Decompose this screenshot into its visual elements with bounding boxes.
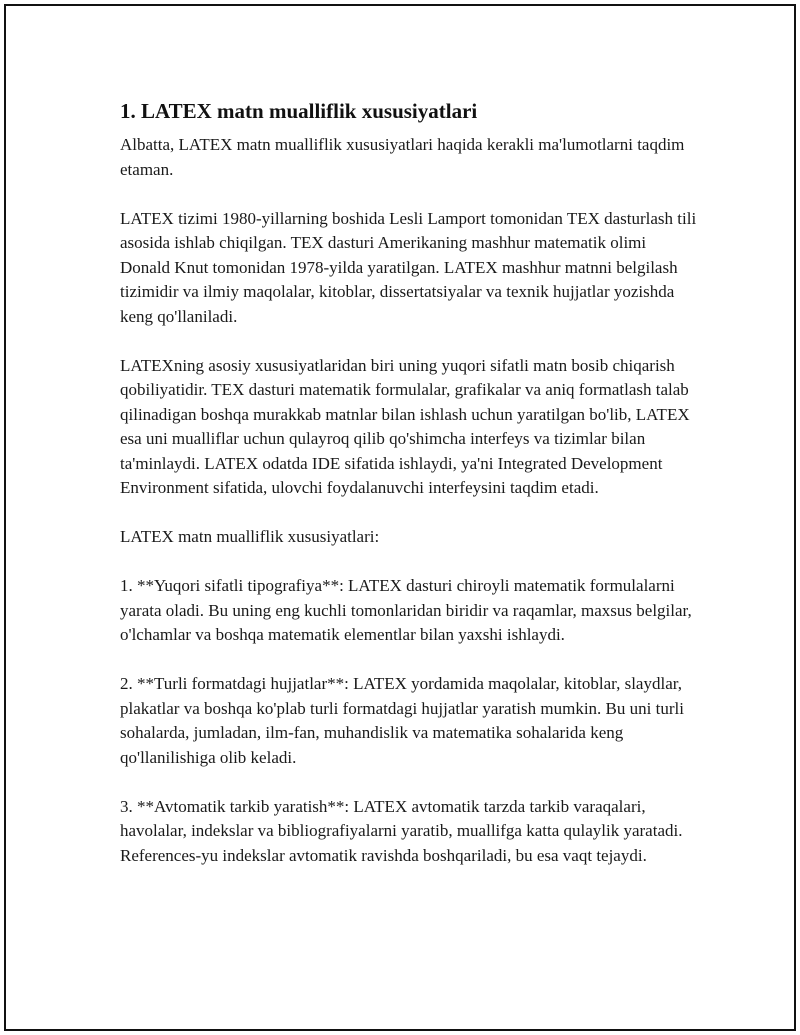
list-item-typography: 1. **Yuqori sifatli tipografiya**: LATEX dasturi chiroyli matematik formulalarni yarata oladi. Bu uning eng kuchli tomonlaridan biridir va raqamlar, maxsus belgilar, o'lchamlar va boshqa matematik elementlar bilan yaxshi ishlaydi. [120,576,692,644]
list-item-auto-contents: 3. **Avtomatik tarkib yaratish**: LATEX avtomatik tarzda tarkib varaqalari, havolalar, indekslar va bibliografiyalarni yaratib, muallifga katta qulaylik yaratadi. References-yu indekslar avtomatik ravishda boshqariladi, bu esa vaqt tejaydi. [120,796,683,865]
document-body [120,98,700,893]
paragraph-features: LATEXning asosiy xususiyatlaridan biri uning yuqori sifatli matn bosib chiqarish qobiliyatidir. TEX dasturi matematik formulalar, grafikalar va aniq formatlash talab qilinadigan boshqa murakkab matnlar bilan ishlash uchun yaratilgan bo'lib, LATEX esa uni mualliflar uchun qulayroq qilib qo'shimcha interfeys va tizimlar bilan ta'minlaydi. LATEX odatda IDE sifatida ishlaydi, ya'ni Integrated Development Environment sifatida, ulovchi foydalanuvchi interfeysini taqdim etadi. [120,355,690,497]
paragraph-history: LATEX tizimi 1980-yillarning boshida Lesli Lamport tomonidan TEX dasturlash tili asosida ishlab chiqilgan. TEX dasturi Amerikaning mashhur matematik olimi Donald Knut tomonidan 1978-yilda yaratilgan. LATEX mashhur matnni belgilash tizimidir va ilmiy maqolalar, kitoblar, dissertatsiyalar va texnik hujjatlar yozishda keng qo'llaniladi. [120,208,697,326]
section-heading: 1. LATEX matn mualliflik xususiyatlari [120,99,478,123]
paragraph-intro: Albatta, LATEX matn mualliflik xususiyatlari haqida kerakli ma'lumotlarni taqdim etaman. [120,135,685,179]
list-item-formats: 2. **Turli formatdagi hujjatlar**: LATEX yordamida maqolalar, kitoblar, slaydlar, plakatlar va boshqa ko'plab turli formatdagi hujjatlar yaratish mumkin. Bu uni turli sohalarda, jumladan, ilm-fan, muhandislik va matematika sohalarida keng qo'llanilishiga olib keladi. [120,674,684,767]
paragraph-list-intro: LATEX matn mualliflik xususiyatlari: [120,527,380,546]
page-frame [4,4,796,1031]
